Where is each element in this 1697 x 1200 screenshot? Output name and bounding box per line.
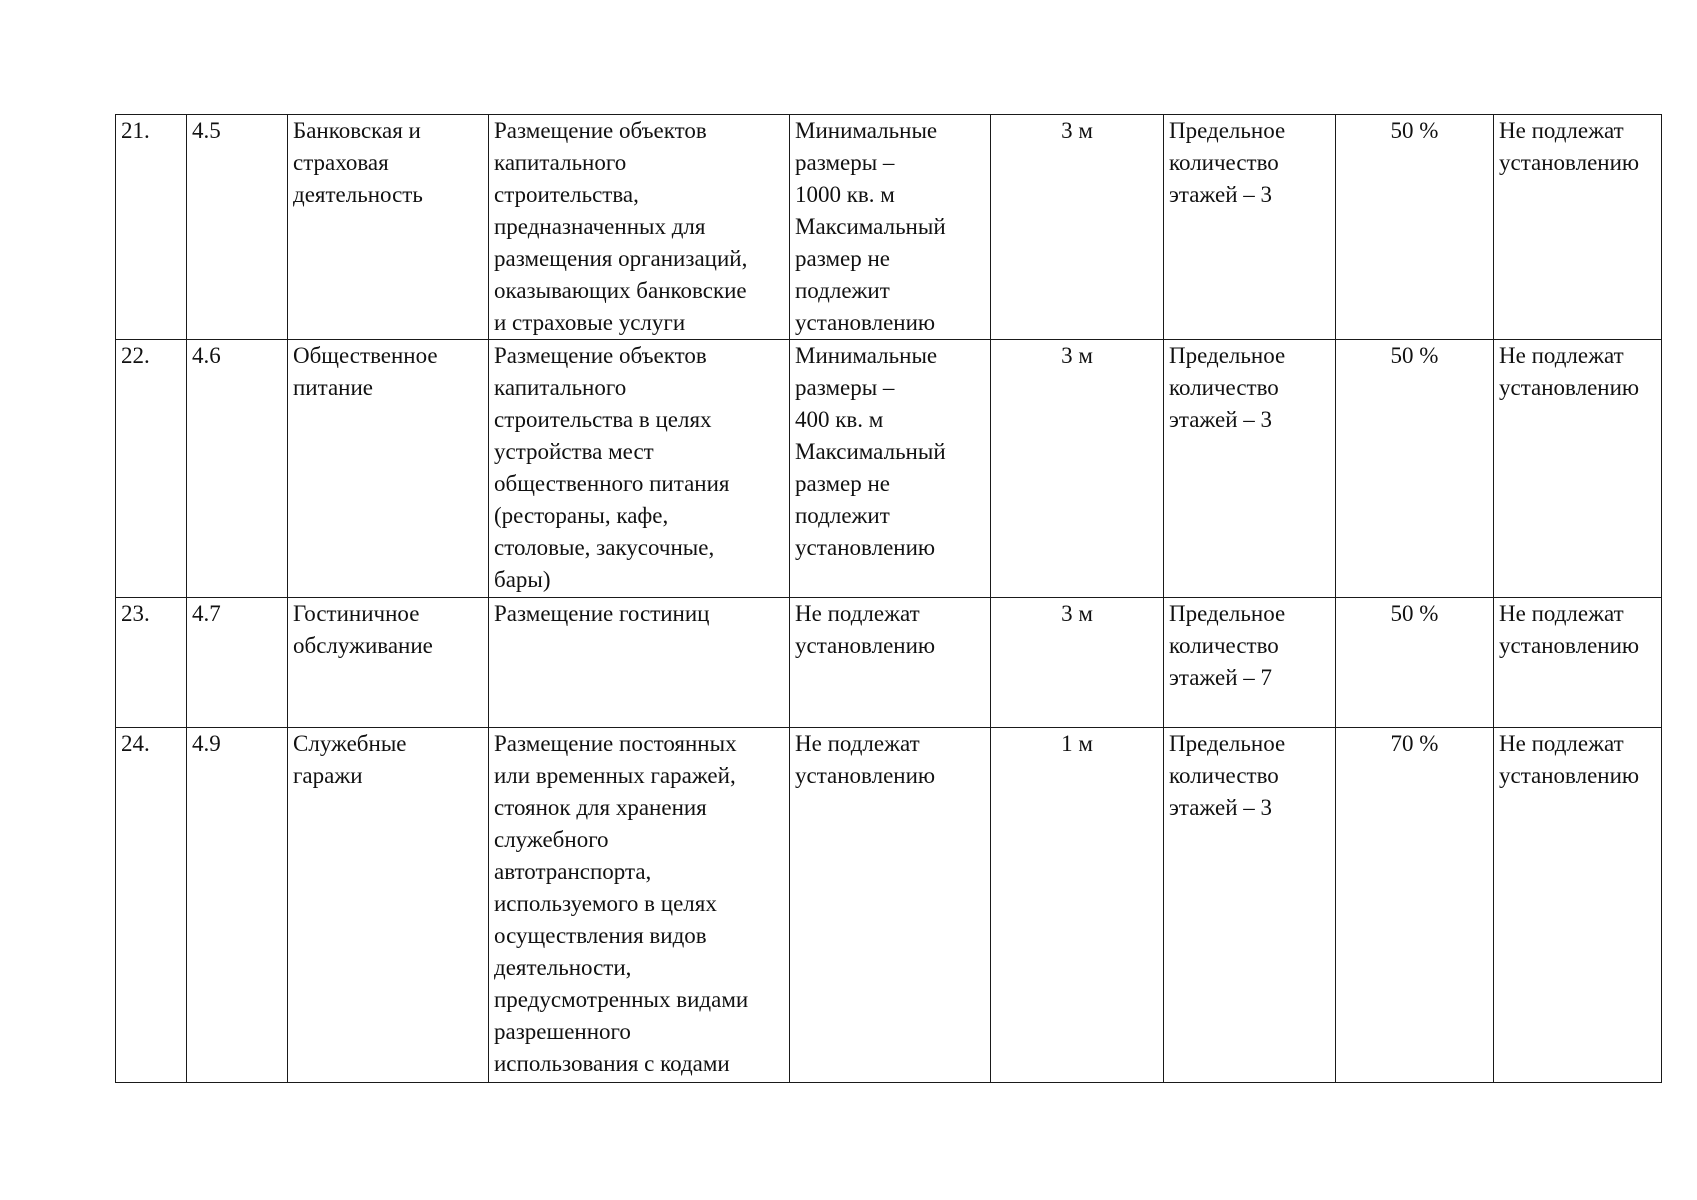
text-line: Размещение объектов (494, 118, 707, 143)
text-line: количество (1169, 633, 1279, 658)
text-line: установлению (1499, 763, 1640, 788)
text-line: используемого в целях (494, 891, 717, 916)
plot-size-cell (790, 598, 991, 728)
text-line: Служебные (293, 731, 407, 756)
text-line: страховая (293, 150, 389, 175)
text-line: Предельное (1169, 601, 1286, 626)
text-line: деятельность (293, 182, 423, 207)
text-line: Предельное (1169, 731, 1286, 756)
row-number-cell: 21. (116, 115, 187, 340)
text-line: общественного питания (494, 471, 730, 496)
text-line: Гостиничное (293, 601, 420, 626)
text-line: Предельное (1169, 343, 1286, 368)
text-line: Размещение гостиниц (494, 601, 710, 626)
text-line: Размещение постоянных (494, 731, 737, 756)
text-line: установлению (795, 310, 936, 335)
use-code-cell: 4.5 (187, 115, 288, 340)
text-line: Не подлежат (1499, 601, 1624, 626)
plot-size-cell (790, 728, 991, 1083)
text-line: капитального (494, 150, 627, 175)
floors-cell (1164, 340, 1336, 598)
text-line: служебного (494, 827, 609, 852)
text-line: питание (293, 375, 373, 400)
table-row (116, 340, 1662, 598)
text-line: Предельное (1169, 118, 1286, 143)
use-code-cell: 4.7 (187, 598, 288, 728)
row-number-cell: 22. (116, 340, 187, 598)
text-line: деятельности, (494, 955, 632, 980)
other-params-cell (1494, 340, 1662, 598)
use-description-cell (489, 598, 790, 728)
use-code-cell: 4.6 (187, 340, 288, 598)
floors-cell (1164, 115, 1336, 340)
text-line: установлению (795, 633, 936, 658)
text-line: строительства, (494, 182, 639, 207)
row-number-cell: 24. (116, 728, 187, 1083)
land-use-regulations-table (115, 114, 1662, 1083)
text-line: установлению (1499, 633, 1640, 658)
text-line: Максимальный (795, 214, 946, 239)
use-name-cell (288, 598, 489, 728)
text-line: размеры – (795, 375, 895, 400)
text-line: строительства в целях (494, 407, 712, 432)
text-line: этажей – 7 (1169, 665, 1273, 690)
text-line: оказывающих банковские (494, 278, 747, 303)
indent-cell: 3 м (991, 115, 1164, 340)
table-row (116, 115, 1662, 340)
floors-cell (1164, 598, 1336, 728)
text-line: обслуживание (293, 633, 433, 658)
use-name-cell (288, 115, 489, 340)
text-line: столовые, закусочные, (494, 535, 715, 560)
text-line: разрешенного (494, 1019, 631, 1044)
other-params-cell (1494, 728, 1662, 1083)
table-row (116, 728, 1662, 1083)
text-line: использования с кодами (494, 1051, 730, 1076)
coverage-cell: 70 % (1336, 728, 1494, 1083)
text-line: осуществления видов (494, 923, 707, 948)
floors-cell (1164, 728, 1336, 1083)
text-line: установлению (1499, 150, 1640, 175)
use-description-cell (489, 728, 790, 1083)
text-line: бары) (494, 567, 551, 592)
indent-cell: 3 м (991, 598, 1164, 728)
coverage-cell: 50 % (1336, 598, 1494, 728)
text-line: Банковская и (293, 118, 421, 143)
text-line: количество (1169, 150, 1279, 175)
text-line: размер не (795, 246, 890, 271)
text-line: количество (1169, 763, 1279, 788)
indent-cell: 1 м (991, 728, 1164, 1083)
text-line: установлению (795, 535, 936, 560)
text-line: автотранспорта, (494, 859, 652, 884)
coverage-cell: 50 % (1336, 340, 1494, 598)
plot-size-cell (790, 115, 991, 340)
text-line: или временных гаражей, (494, 763, 736, 788)
text-line: этажей – 3 (1169, 795, 1273, 820)
coverage-cell: 50 % (1336, 115, 1494, 340)
text-line: капитального (494, 375, 627, 400)
text-line: подлежит (795, 278, 890, 303)
plot-size-cell (790, 340, 991, 598)
text-line: Не подлежат (1499, 118, 1624, 143)
text-line: этажей – 3 (1169, 407, 1273, 432)
use-name-cell (288, 340, 489, 598)
other-params-cell (1494, 115, 1662, 340)
indent-cell: 3 м (991, 340, 1164, 598)
text-line: и страховые услуги (494, 310, 686, 335)
text-line: установлению (1499, 375, 1640, 400)
text-line: предусмотренных видами (494, 987, 749, 1012)
text-line: гаражи (293, 763, 363, 788)
use-code-cell: 4.9 (187, 728, 288, 1083)
text-line: Минимальные (795, 118, 938, 143)
other-params-cell (1494, 598, 1662, 728)
use-description-cell (489, 340, 790, 598)
text-line: Не подлежат (795, 601, 920, 626)
text-line: (рестораны, кафе, (494, 503, 669, 528)
text-line: Не подлежат (795, 731, 920, 756)
text-line: размер не (795, 471, 890, 496)
table-row (116, 598, 1662, 728)
row-number-cell: 23. (116, 598, 187, 728)
use-description-cell (489, 115, 790, 340)
use-name-cell (288, 728, 489, 1083)
text-line: этажей – 3 (1169, 182, 1273, 207)
text-line: стоянок для хранения (494, 795, 707, 820)
text-line: размеры – (795, 150, 895, 175)
text-line: Общественное (293, 343, 438, 368)
text-line: установлению (795, 763, 936, 788)
text-line: Размещение объектов (494, 343, 707, 368)
text-line: Максимальный (795, 439, 946, 464)
text-line: предназначенных для (494, 214, 706, 239)
text-line: устройства мест (494, 439, 654, 464)
text-line: Минимальные (795, 343, 938, 368)
text-line: размещения организаций, (494, 246, 748, 271)
text-line: 400 кв. м (795, 407, 884, 432)
text-line: Не подлежат (1499, 731, 1624, 756)
text-line: Не подлежат (1499, 343, 1624, 368)
text-line: подлежит (795, 503, 890, 528)
text-line: количество (1169, 375, 1279, 400)
text-line: 1000 кв. м (795, 182, 895, 207)
